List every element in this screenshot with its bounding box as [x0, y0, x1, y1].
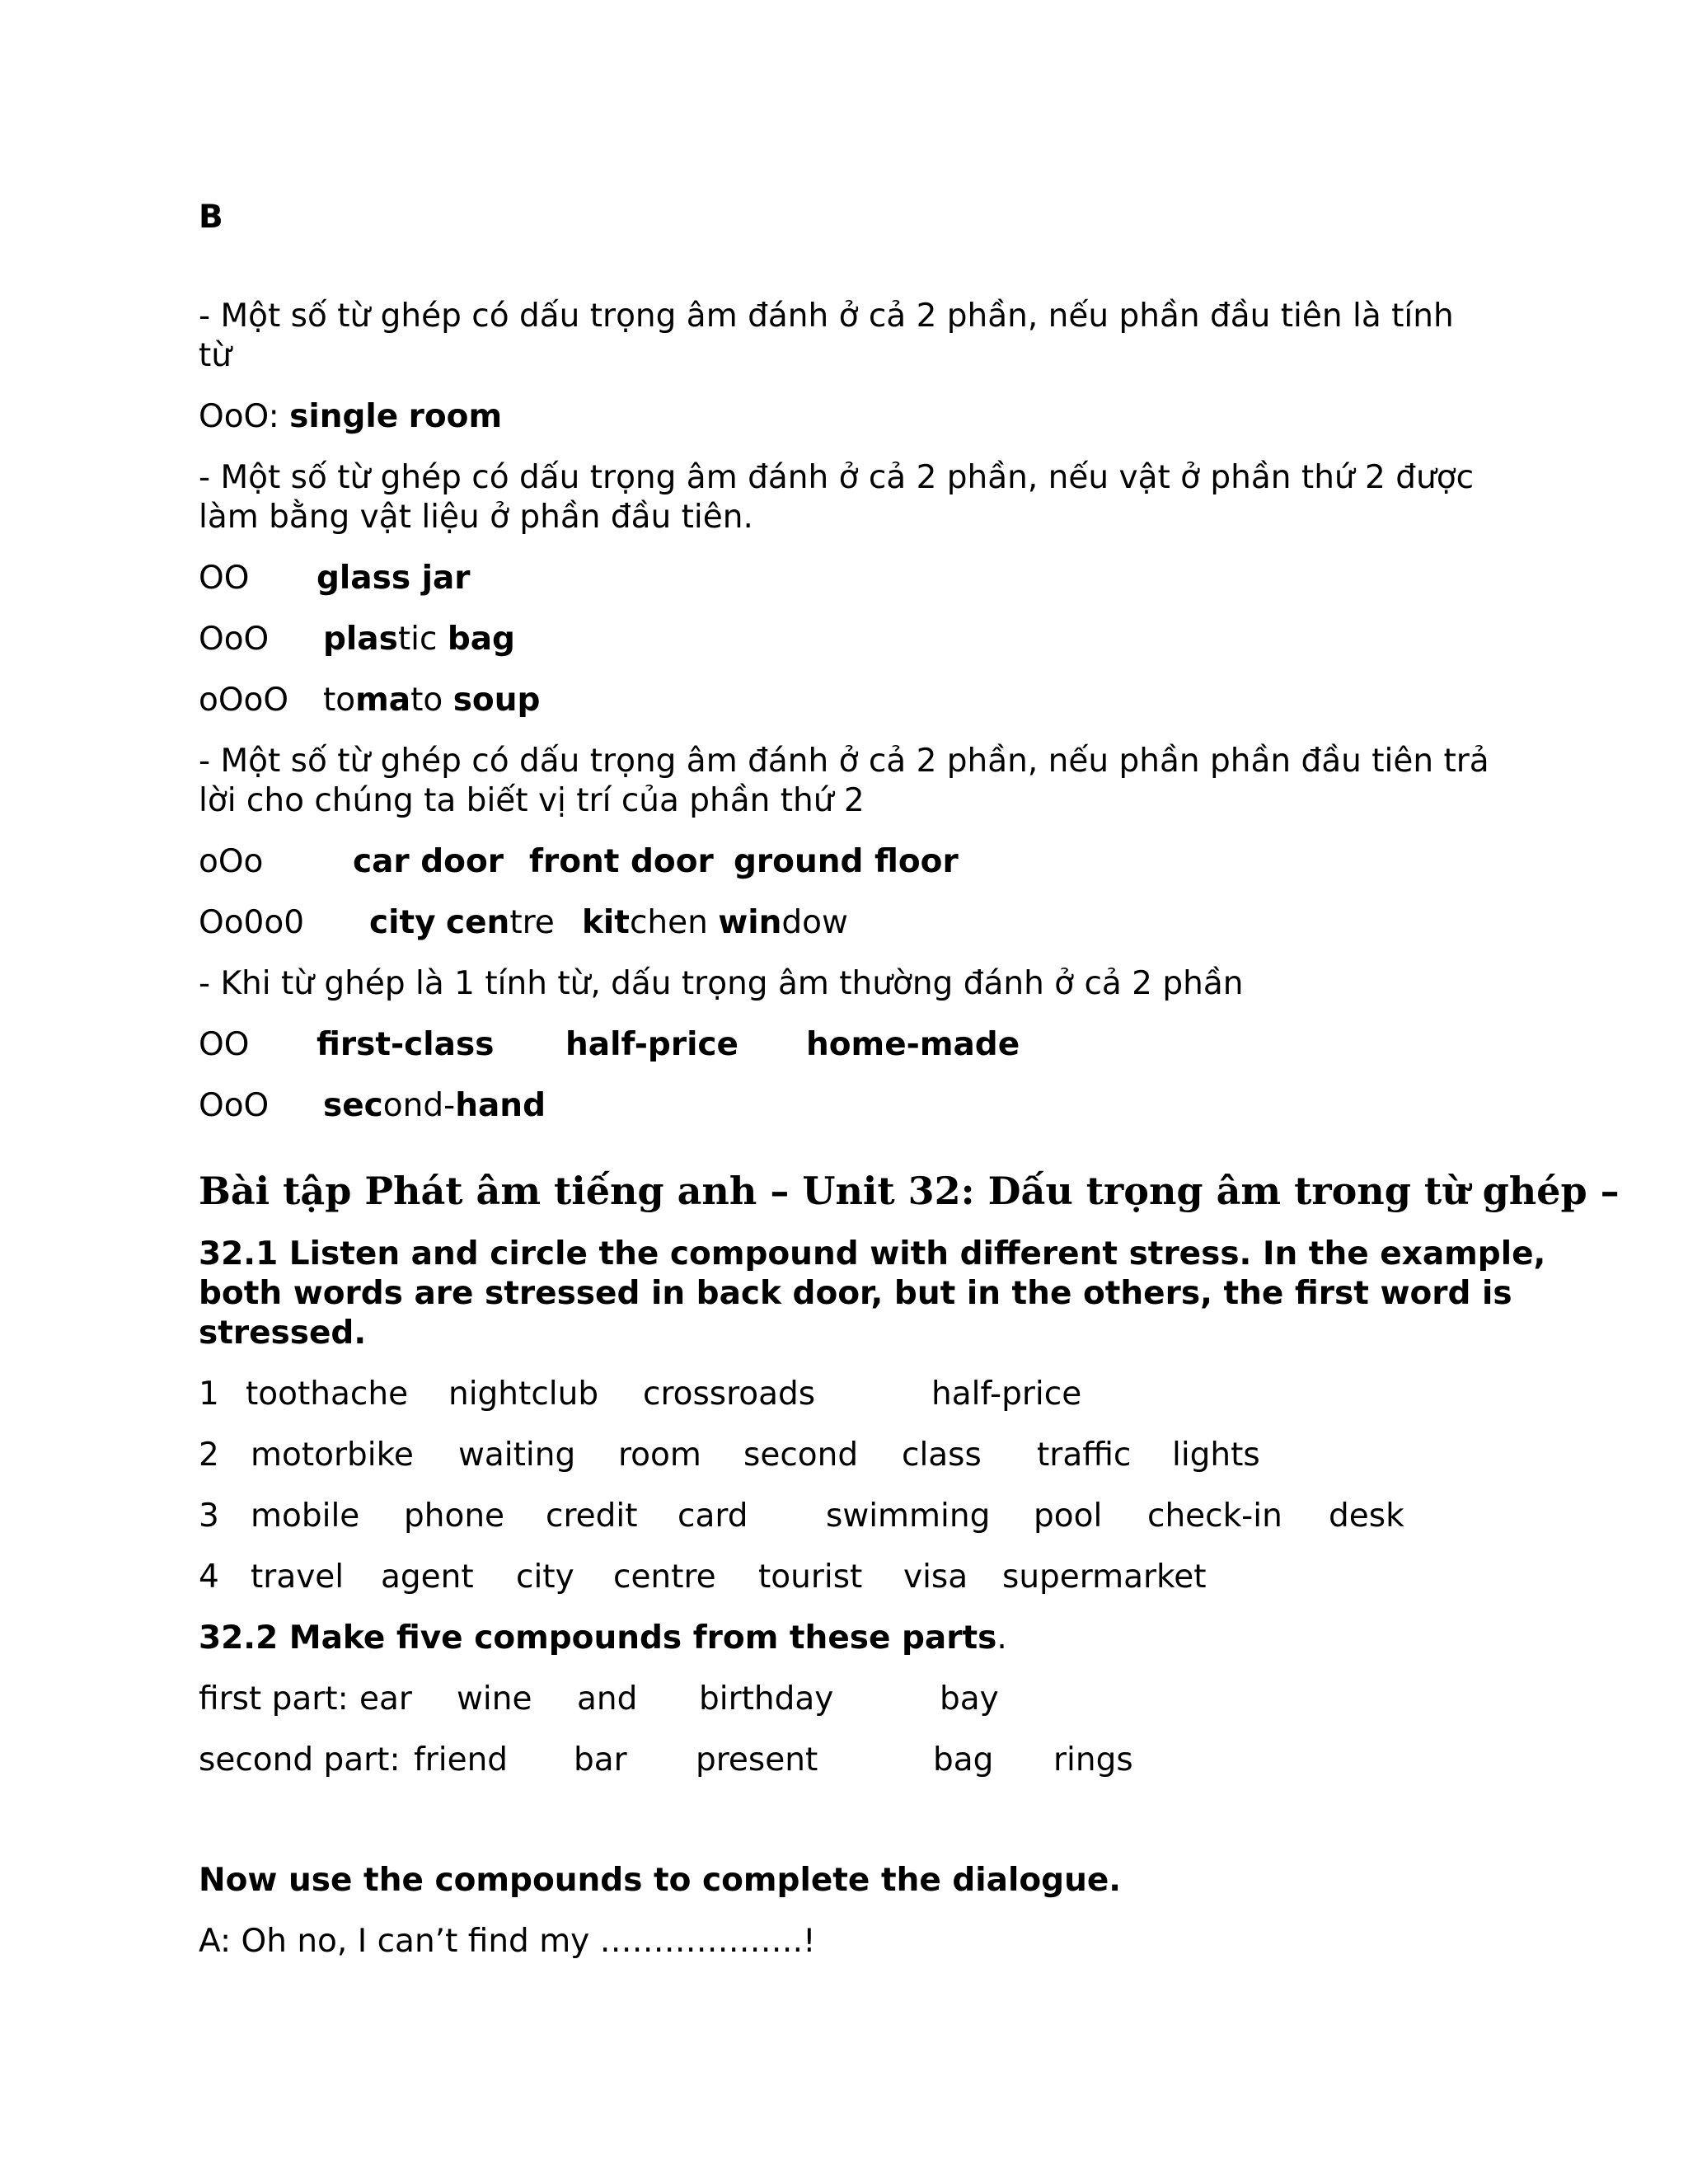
dialogue-line-a: A: Oh no, I can’t find my ……………….! [199, 1923, 816, 1960]
row-number: 4 [199, 1558, 219, 1596]
example-second-hand [199, 1086, 546, 1244]
word-option: card [678, 1497, 748, 1535]
stress-pattern: oOo [199, 843, 264, 880]
word-option: motorbike [251, 1436, 414, 1474]
word-option: pool [1034, 1497, 1103, 1535]
word-option: mobile [251, 1497, 360, 1535]
word-option: lights [1172, 1436, 1260, 1474]
compound-word: single [289, 398, 399, 435]
word-option: city [516, 1558, 574, 1596]
compound-word: first-class [316, 1026, 495, 1063]
word-option: half-price [931, 1376, 1082, 1413]
row-number: 2 [199, 1436, 219, 1474]
compound-word: tomato soup [323, 682, 541, 719]
word-option: second [743, 1436, 859, 1474]
word-part: wine [457, 1680, 532, 1718]
compound-word: glass jar [316, 560, 471, 597]
rule-1-line-1: - Một số từ ghép có dấu trọng âm đánh ở cả 2 phần, nếu phần đầu tiên là tính [199, 298, 1454, 335]
stress-pattern: Oo0o0 [199, 904, 305, 941]
rule-3-line-1: - Một số từ ghép có dấu trọng âm đánh ở cả 2 phần, nếu phần phần đầu tiên trả [199, 743, 1489, 780]
word-part: rings [1053, 1741, 1133, 1779]
exercise-32-2-instruction: 32.2 Make five compounds from these parts. [199, 1619, 1007, 1657]
compound-word: half-price [565, 1026, 739, 1063]
row-number: 3 [199, 1497, 219, 1535]
stress-pattern: OoO: [199, 398, 279, 435]
word-option: check-in [1147, 1497, 1282, 1535]
compound-word: city centre [369, 904, 555, 941]
word-part: and [577, 1680, 638, 1718]
section-marker: B [199, 199, 223, 236]
word-part: bar [574, 1741, 627, 1779]
word-option: waiting [458, 1436, 576, 1474]
page-title: Bài tập Phát âm tiếng anh – Unit 32: Dấu trọng âm trong từ ghép – [199, 1169, 1620, 1213]
compound-word: car door [353, 843, 504, 880]
word-part: friend [414, 1741, 509, 1779]
word-option: centre [613, 1558, 716, 1596]
compound-word: kitchen window [582, 904, 848, 941]
word-part: bay [940, 1680, 999, 1718]
exercise-32-1-instruction-line-1: 32.1 Listen and circle the compound with different stress. In the example, [199, 1235, 1546, 1272]
word-option: travel [251, 1558, 345, 1596]
word-option: nightclub [448, 1376, 599, 1413]
row-label: second part: [199, 1741, 401, 1779]
word-option: traffic [1037, 1436, 1132, 1474]
row-label: first part: [199, 1680, 349, 1718]
word-option: desk [1329, 1497, 1404, 1535]
word-option: tourist [758, 1558, 863, 1596]
stress-pattern: oOoO [199, 682, 289, 719]
stress-pattern: OoO [199, 621, 270, 658]
word-option: crossroads [643, 1376, 816, 1413]
row-number: 1 [199, 1376, 219, 1413]
compound-word: home-made [806, 1026, 1020, 1063]
compound-word: front door [529, 843, 714, 880]
dialogue-instruction: Now use the compounds to complete the dialogue. [199, 1862, 1122, 1899]
compound-word: plastic bag [323, 621, 515, 658]
word-option: phone [404, 1497, 505, 1535]
stress-pattern: OO [199, 1026, 250, 1063]
rule-3-line-2: lời cho chúng ta biết vị trí của phần thứ 2 [199, 782, 865, 819]
rule-4: - Khi từ ghép là 1 tính từ, dấu trọng âm thường đánh ở cả 2 phần [199, 965, 1244, 1002]
compound-word: ground floor [734, 843, 959, 880]
word-option: class [902, 1436, 982, 1474]
exercise-32-1-instruction-line-2: both words are stressed in back door, but in the others, the first word is [199, 1275, 1512, 1312]
word-option: room [618, 1436, 701, 1474]
compound-word: room [408, 398, 503, 435]
word-option: credit [546, 1497, 638, 1535]
stress-pattern: OoO [199, 1087, 270, 1124]
word-part: birthday [699, 1680, 834, 1718]
compound-word: second-hand [323, 1087, 546, 1124]
word-option: agent [381, 1558, 474, 1596]
word-option: swimming [826, 1497, 991, 1535]
word-part: ear [359, 1680, 412, 1718]
word-part: bag [933, 1741, 994, 1779]
example-single-room [199, 397, 502, 437]
word-option: supermarket [1002, 1558, 1207, 1596]
word-part: present [696, 1741, 818, 1779]
rule-1-line-2: từ [199, 337, 232, 374]
exercise-32-1-instruction-line-3: stressed. [199, 1315, 367, 1352]
word-option: toothache [246, 1376, 409, 1413]
stress-pattern: OO [199, 560, 250, 597]
rule-2-line-2: làm bằng vật liệu ở phần đầu tiên. [199, 499, 753, 536]
rule-2-line-1: - Một số từ ghép có dấu trọng âm đánh ở cả 2 phần, nếu vật ở phần thứ 2 được [199, 459, 1475, 496]
word-option: visa [903, 1558, 968, 1596]
